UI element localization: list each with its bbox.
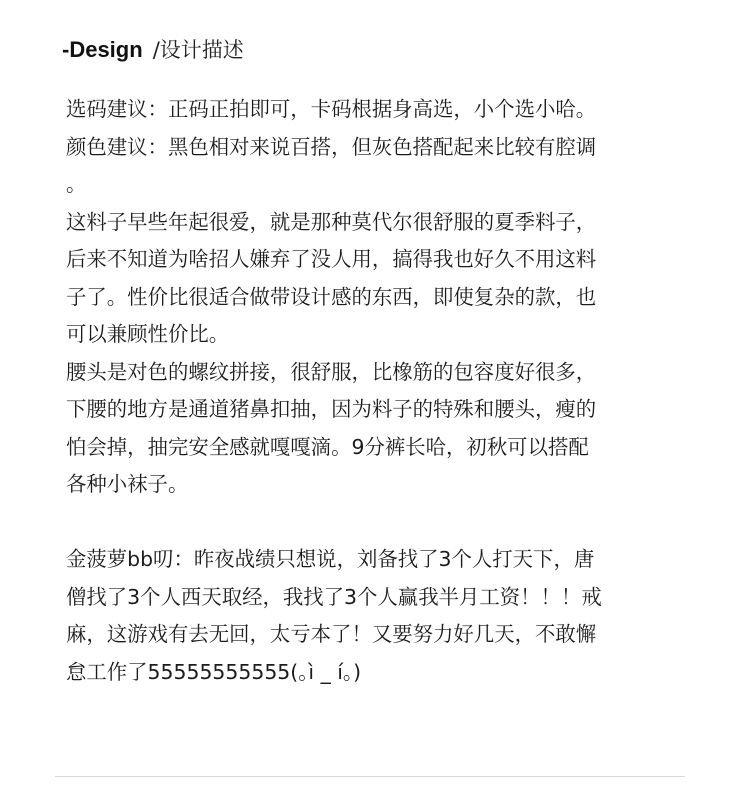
- note-paragraph: [66, 541, 686, 691]
- text-line: 怠工作了55555555555(｡ì _ í｡): [66, 659, 362, 684]
- color-advice-block: [66, 129, 686, 204]
- text-line: 麻，这游戏有去无回，太亏本了！又要努力好几天，不敢懈: [66, 622, 597, 646]
- text-line: 各种小袜子。: [66, 472, 189, 496]
- fabric-paragraph: [66, 204, 686, 354]
- divider: [55, 776, 685, 777]
- text-line: 这料子早些年起很爱，就是那种莫代尔很舒服的夏季料子，: [66, 209, 597, 234]
- header-title-cn: /设计描述: [152, 38, 244, 62]
- text-line: 金菠萝bb叨：昨夜战绩只想说，刘备找了3个人打天下，唐: [66, 547, 595, 571]
- text-line: 。: [66, 172, 87, 196]
- header-title-en: -Design: [62, 37, 143, 62]
- text-line: 僧找了3个人西天取经，我找了3个人赢我半月工资！！！戒: [66, 584, 602, 609]
- text-line: 下腰的地方是通道猪鼻扣抽，因为料子的特殊和腰头，瘦的: [66, 397, 597, 421]
- paragraph-spacer: [66, 504, 686, 542]
- section-header: [62, 34, 244, 68]
- detail-paragraph: [66, 354, 686, 504]
- text-line: 后来不知道为啥招人嫌弃了没人用，搞得我也好久不用这料: [66, 247, 597, 271]
- size-advice-block: [66, 91, 686, 129]
- text-line: 颜色建议：黑色相对来说百搭，但灰色搭配起来比较有腔调: [66, 134, 597, 159]
- text-line: 怕会掉，抽完安全感就嘎嘎滴。9分裤长哈，初秋可以搭配: [66, 434, 589, 459]
- text-line: 腰头是对色的螺纹拼接，很舒服，比橡筋的包容度好很多，: [66, 359, 597, 384]
- description-body: [66, 91, 686, 691]
- text-line: 选码建议：正码正拍即可，卡码根据身高选，小个选小哈。: [66, 97, 597, 121]
- text-line: 可以兼顾性价比。: [66, 322, 230, 346]
- text-line: 子了。性价比很适合做带设计感的东西，即使复杂的款，也: [66, 284, 597, 309]
